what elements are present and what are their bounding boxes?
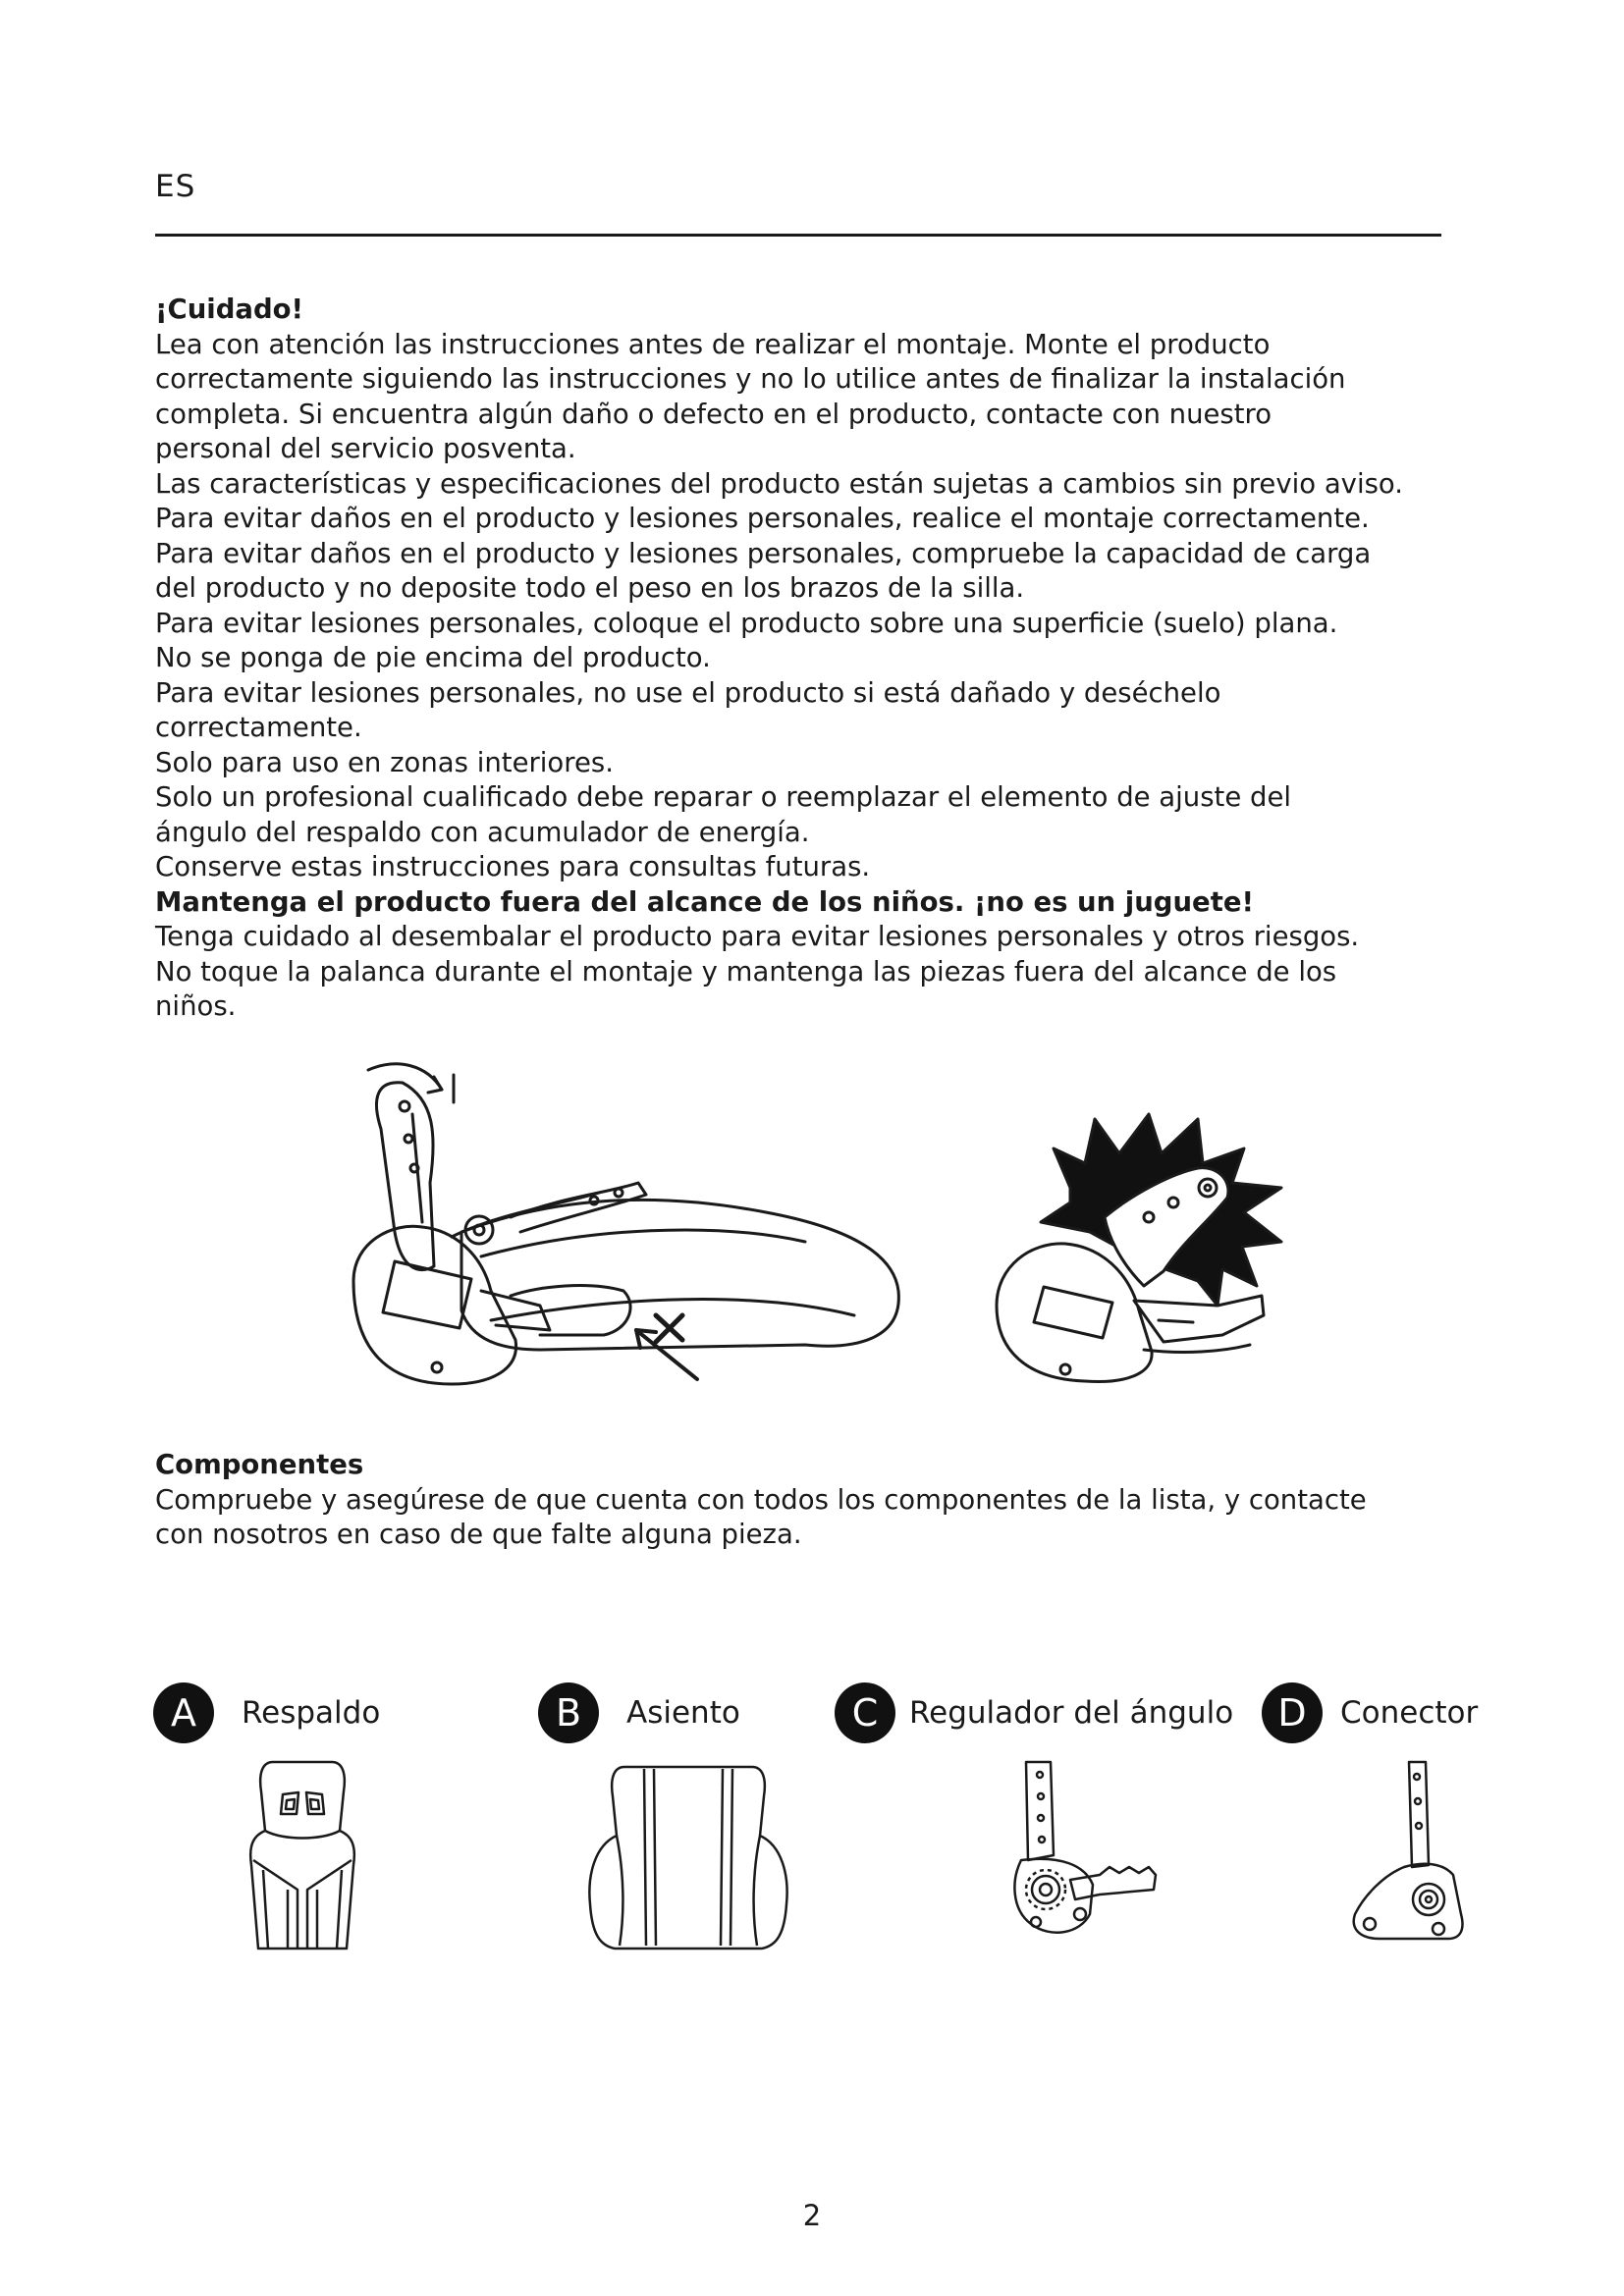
warning-line: ángulo del respaldo con acumulador de energía. — [155, 816, 810, 848]
warning-line: Para evitar lesiones personales, coloque el producto sobre una superficie (suelo) plana. — [155, 607, 1338, 639]
component-d-heading — [1262, 1683, 1478, 1742]
connector-drawing — [1345, 1757, 1468, 1944]
component-a-heading — [153, 1683, 380, 1742]
badge-c: C — [835, 1682, 895, 1743]
angle-regulator-drawing — [1006, 1757, 1168, 1939]
backrest-drawing — [244, 1757, 361, 1953]
warning-line: Las características y especificaciones del producto están sujetas a cambios sin previo aviso. — [155, 467, 1404, 500]
component-c-heading — [835, 1683, 1233, 1742]
warning-line: correctamente siguiendo las instrucciones y no lo utilice antes de finalizar la instalación — [155, 363, 1346, 395]
component-label: Conector — [1340, 1695, 1479, 1731]
warning-line: No se ponga de pie encima del producto. — [155, 642, 711, 673]
warning-line: Conserve estas instrucciones para consultas futuras. — [155, 851, 871, 882]
warning-line: Para evitar lesiones personales, no use el producto si está dañado y deséchelo — [155, 676, 1221, 709]
warning-line: Solo un profesional cualificado debe reparar o reemplazar el elemento de ajuste del — [155, 781, 1292, 813]
badge-a: A — [153, 1682, 214, 1743]
components-line: con nosotros en caso de que falte alguna pieza. — [155, 1519, 802, 1550]
badge-b: B — [538, 1682, 599, 1743]
warning-line: Solo para uso en zonas interiores. — [155, 746, 614, 778]
components-section — [155, 1448, 1500, 1553]
warning-line: Lea con atención las instrucciones antes de realizar el montaje. Monte el producto — [155, 328, 1271, 360]
warning-line: Para evitar daños en el producto y lesiones personales, realice el montaje correctamente. — [155, 503, 1370, 534]
warning-line: Para evitar daños en el producto y lesiones personales, compruebe la capacidad de carga — [155, 537, 1372, 569]
warning-line: del producto y no deposite todo el peso en los brazos de la silla. — [155, 572, 1025, 604]
warning-line: completa. Si encuentra algún daño o defecto en el producto, contacte con nuestro — [155, 398, 1272, 430]
warning-section — [155, 293, 1500, 1025]
component-label: Regulador del ángulo — [909, 1695, 1234, 1731]
language-code: ES — [155, 169, 196, 204]
warning-line: niños. — [155, 990, 237, 1022]
warning-title: ¡Cuidado! — [155, 294, 304, 325]
warning-line: correctamente. — [155, 712, 362, 743]
component-b-heading — [538, 1683, 740, 1742]
header-rule — [155, 234, 1441, 237]
warning-line: personal del servicio posventa. — [155, 433, 576, 464]
component-label: Respaldo — [242, 1695, 381, 1731]
pinch-hazard-illustration — [987, 1095, 1316, 1389]
folding-warning-illustration — [344, 1055, 913, 1409]
page-number: 2 — [802, 2199, 822, 2232]
badge-d: D — [1262, 1682, 1323, 1743]
warning-line: Tenga cuidado al desembalar el producto para evitar lesiones personales y otros riesgos. — [155, 921, 1360, 952]
children-warning: Mantenga el producto fuera del alcance de los niños. ¡no es un juguete! — [155, 885, 1255, 918]
component-label: Asiento — [626, 1695, 740, 1731]
components-line: Compruebe y asegúrese de que cuenta con todos los componentes de la lista, y contacte — [155, 1483, 1367, 1516]
components-title: Componentes — [155, 1449, 364, 1480]
seat-drawing — [585, 1757, 791, 1953]
warning-line: No toque la palanca durante el montaje y mantenga las piezas fuera del alcance de los — [155, 955, 1337, 988]
